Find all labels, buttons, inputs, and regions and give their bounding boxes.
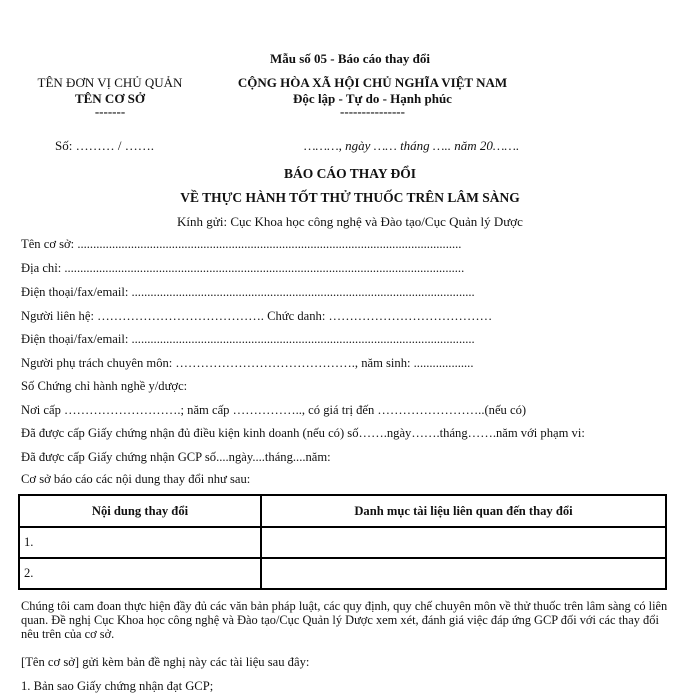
field-business-certificate: Đã được cấp Giấy chứng nhận đủ điều kiện kinh doanh (nếu có) số…….ngày…….tháng…….năm với phạm vi: <box>21 426 585 440</box>
recipient: Kính gửi: Cục Khoa học công nghệ và Đào tạo/Cục Quản lý Dược <box>177 214 523 229</box>
form-number: Mẫu số 05 - Báo cáo thay đổi <box>270 51 430 66</box>
country-name: CỘNG HÒA XÃ HỘI CHỦ NGHĨA VIỆT NAM <box>237 75 508 90</box>
report-subtitle: VỀ THỰC HÀNH TỐT THỬ THUỐC TRÊN LÂM SÀNG <box>180 190 520 205</box>
table-row <box>19 558 666 589</box>
document-number: Số: ……… / ……. <box>55 138 154 153</box>
field-contact-person: Người liên hệ: …………………………………. Chức danh: ………………………………… <box>21 309 493 323</box>
facility-name: TÊN CƠ SỞ <box>74 91 146 106</box>
left-header-rule: ------- <box>94 104 126 119</box>
changes-table <box>18 494 667 590</box>
commitment-paragraph: Chúng tôi cam đoan thực hiện đầy đủ các văn bản pháp luật, các quy định, quy chế chuyên môn về thử thuốc trên lâm sàng có liên quan. Đề nghị Cục Khoa học công nghệ và Đào tạo/Cục Quản lý Dược xem xét, đánh giá việc đáp ứng GCP đối với các thay đổi nêu trên của cơ sở. <box>21 599 668 641</box>
agency-name: TÊN ĐƠN VỊ CHỦ QUẢN <box>37 75 183 90</box>
field-technical-lead: Người phụ trách chuyên môn: ……………………………………., năm sinh: ................... <box>21 356 474 370</box>
table-row <box>19 527 666 558</box>
attachment-item: 1. Bản sao Giấy chứng nhận đạt GCP; <box>21 679 214 693</box>
field-gcp-certificate: Đã được cấp Giấy chứng nhận GCP số....ngày....tháng....năm: <box>21 450 331 464</box>
table-cell: 2. <box>19 558 261 589</box>
national-motto: Độc lập - Tự do - Hạnh phúc <box>293 91 452 106</box>
field-address: Địa chỉ: ............................................................................................................................... <box>21 261 465 275</box>
table-cell: 1. <box>19 527 261 558</box>
attachments-intro: [Tên cơ sở] gửi kèm bản đề nghị này các tài liệu sau đây: <box>21 655 310 669</box>
table-header-change-content: Nội dung thay đổi <box>19 495 261 527</box>
field-practice-certificate: Số Chứng chỉ hành nghề y/dược: <box>21 379 188 393</box>
table-cell <box>261 558 666 589</box>
field-issue-place: Nơi cấp ……………………….; năm cấp …………….., có giá trị đến ……………………..(nếu có) <box>21 403 527 417</box>
left-header <box>10 75 210 117</box>
report-title: BÁO CÁO THAY ĐỔI <box>284 166 416 181</box>
document-date: ………, ngày …… tháng ….. năm 20……. <box>304 138 520 153</box>
field-facility-name: Tên cơ sở: .......................................................................................................................... <box>21 237 462 251</box>
field-contact-info-2: Điện thoại/fax/email: ............................................................................................................. <box>21 332 475 346</box>
field-changes-intro: Cơ sở báo cáo các nội dung thay đổi như sau: <box>21 472 251 486</box>
table-header-row <box>19 495 666 527</box>
right-header-rule: --------------- <box>340 104 405 119</box>
field-contact-info: Điện thoại/fax/email: ............................................................................................................. <box>21 285 475 299</box>
table-header-related-documents: Danh mục tài liệu liên quan đến thay đổi <box>261 495 666 527</box>
table-cell <box>261 527 666 558</box>
right-header <box>205 75 540 117</box>
